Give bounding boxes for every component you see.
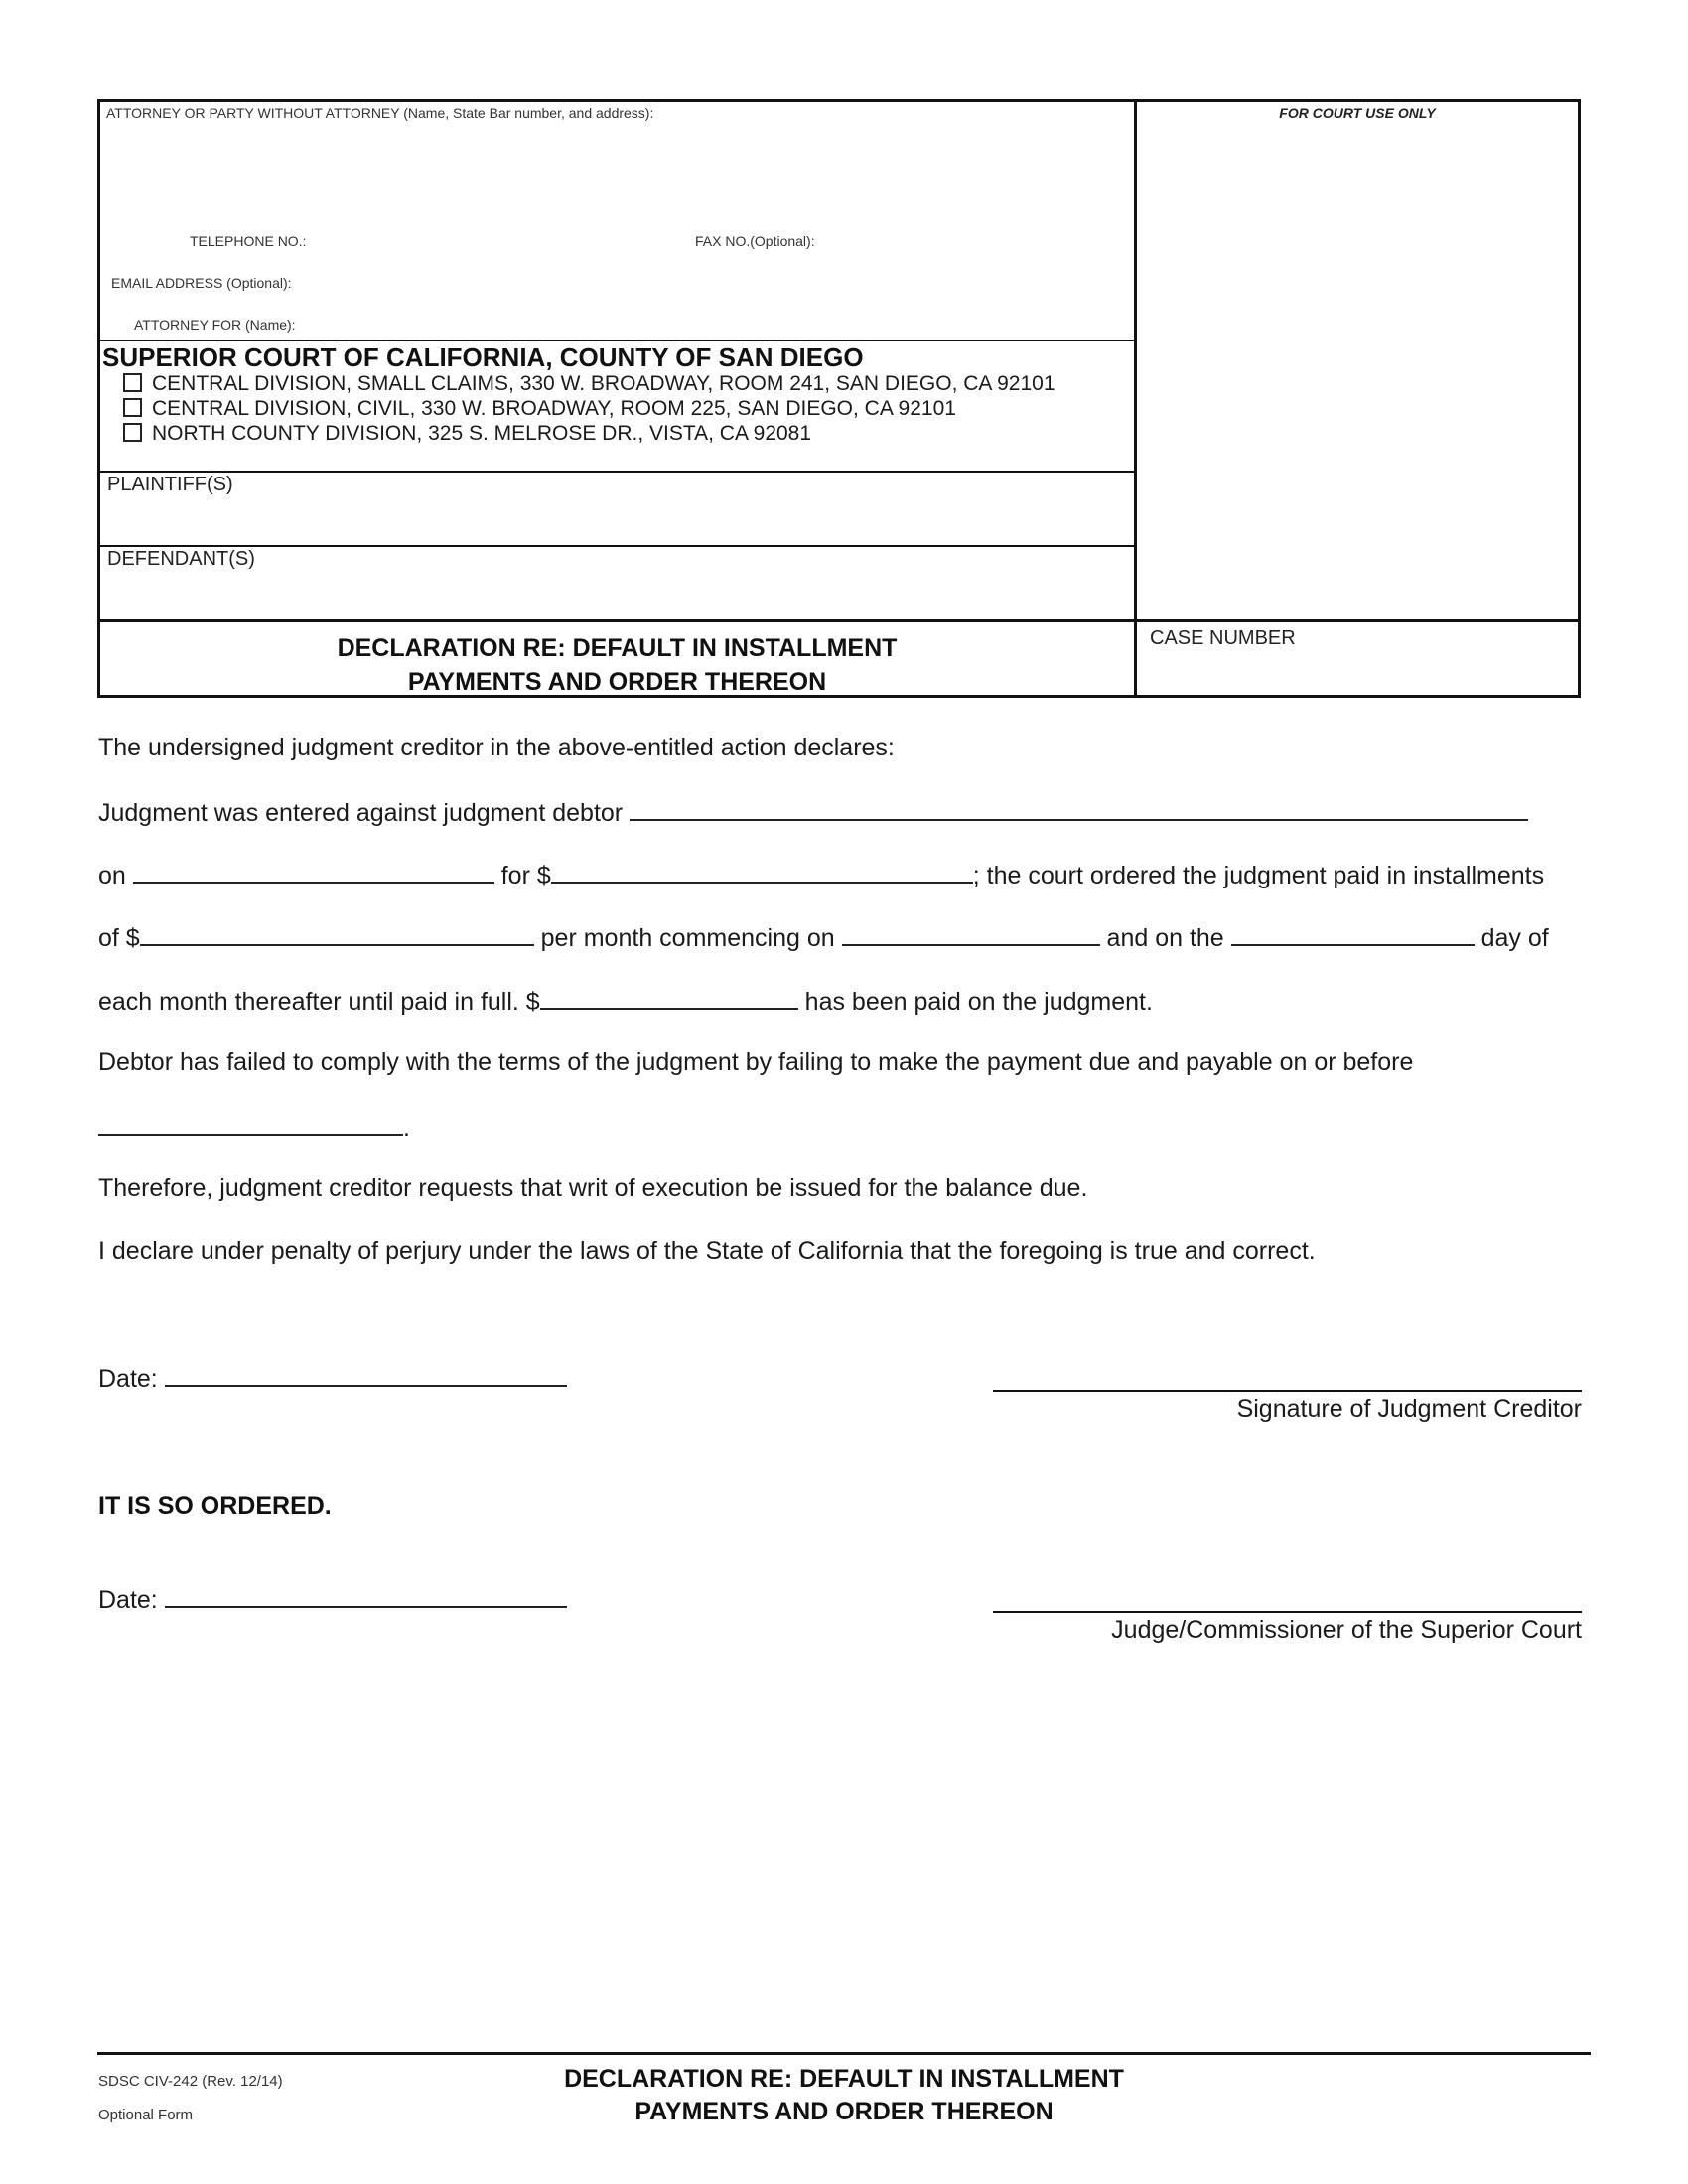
divider-court xyxy=(97,471,1136,473)
footer-title-line2: PAYMENTS AND ORDER THEREON xyxy=(634,2098,1054,2125)
caption-middle-divider xyxy=(1134,99,1137,698)
judgment-date-field[interactable] xyxy=(133,860,494,884)
default-date-field[interactable] xyxy=(98,1112,403,1136)
judgment-amount-field[interactable] xyxy=(551,860,973,884)
optional-form-label: Optional Form xyxy=(98,2107,194,2123)
judge-signature-line[interactable] xyxy=(993,1611,1582,1613)
judge-signature-label: Judge/Commissioner of the Superior Court xyxy=(1111,1616,1582,1644)
therefore-text: Therefore, judgment creditor requests that writ of execution be issued for the balance due. xyxy=(98,1174,1088,1202)
division-list xyxy=(123,371,1055,446)
telephone-label: TELEPHONE NO.: xyxy=(190,233,307,249)
date-label: Date: xyxy=(98,1365,158,1393)
footer-title-line1: DECLARATION RE: DEFAULT IN INSTALLMENT xyxy=(564,2065,1124,2093)
creditor-signature-label: Signature of Judgment Creditor xyxy=(1236,1395,1582,1423)
line-failed: Debtor has failed to comply with the terms of the judgment by failing to make the payment due and payable on or before xyxy=(98,1048,1414,1076)
amount-paid-field[interactable] xyxy=(540,986,798,1010)
line6-period: . xyxy=(403,1114,410,1142)
line-default-date xyxy=(98,1112,410,1143)
creditor-date-field[interactable] xyxy=(165,1363,567,1387)
attorney-for-label: ATTORNEY FOR (Name): xyxy=(134,317,296,333)
case-number-label: CASE NUMBER xyxy=(1150,627,1296,649)
form-title xyxy=(100,631,1134,699)
checkbox[interactable] xyxy=(123,423,142,442)
line2-on: on xyxy=(98,862,126,889)
footer-title xyxy=(397,2063,1291,2128)
form-title-line2: PAYMENTS AND ORDER THEREON xyxy=(407,668,827,696)
commencing-date-field[interactable] xyxy=(842,922,1100,946)
line4-suffix: has been paid on the judgment. xyxy=(804,988,1153,1016)
division-option[interactable] xyxy=(123,371,1055,396)
email-label: EMAIL ADDRESS (Optional): xyxy=(111,275,292,291)
divider-defendant xyxy=(97,619,1581,622)
installment-amount-field[interactable] xyxy=(140,922,534,946)
division-label: NORTH COUNTY DIVISION, 325 S. MELROSE DR., VISTA, CA 92081 xyxy=(152,422,812,445)
declare-text: I declare under penalty of perjury under the laws of the State of California that the foregoing is true and correct. xyxy=(98,1237,1316,1265)
court-use-label: FOR COURT USE ONLY xyxy=(1279,105,1436,121)
division-option[interactable] xyxy=(123,396,1055,421)
fax-label: FAX NO.(Optional): xyxy=(695,233,815,249)
line2-suffix: ; the court ordered the judgment paid in installments xyxy=(972,862,1545,889)
form-number: SDSC CIV-242 (Rev. 12/14) xyxy=(98,2073,283,2090)
line3-of: of $ xyxy=(98,924,140,952)
line-on-for xyxy=(98,860,1544,890)
so-ordered-text: IT IS SO ORDERED. xyxy=(98,1492,332,1520)
judgment-debtor-field[interactable] xyxy=(630,797,1528,821)
division-label: CENTRAL DIVISION, SMALL CLAIMS, 330 W. BROADWAY, ROOM 241, SAN DIEGO, CA 92101 xyxy=(152,372,1055,395)
line-installments xyxy=(98,922,1549,953)
payment-day-field[interactable] xyxy=(1231,922,1475,946)
line3-and-on-the: and on the xyxy=(1106,924,1224,952)
caption-top-border xyxy=(97,99,1581,102)
divider-attorney xyxy=(97,340,1136,341)
line-paid xyxy=(98,986,1153,1017)
footer-rule xyxy=(97,2052,1591,2055)
line1-prefix: Judgment was entered against judgment debtor xyxy=(98,799,624,827)
caption-right-border xyxy=(1578,99,1581,698)
caption-left-border xyxy=(97,99,100,698)
judge-date-row xyxy=(98,1584,567,1615)
checkbox[interactable] xyxy=(123,373,142,392)
judge-date-field[interactable] xyxy=(165,1584,567,1608)
creditor-date-row xyxy=(98,1363,567,1394)
line4-prefix: each month thereafter until paid in full. $ xyxy=(98,988,540,1016)
form-title-line1: DECLARATION RE: DEFAULT IN INSTALLMENT xyxy=(337,634,898,662)
line2-for: for $ xyxy=(500,862,551,889)
creditor-signature-line[interactable] xyxy=(993,1390,1582,1392)
line3-commencing: per month commencing on xyxy=(540,924,835,952)
checkbox[interactable] xyxy=(123,398,142,417)
intro-text: The undersigned judgment creditor in the above-entitled action declares: xyxy=(98,734,895,761)
court-title: SUPERIOR COURT OF CALIFORNIA, COUNTY OF SAN DIEGO xyxy=(102,342,864,372)
attorney-label: ATTORNEY OR PARTY WITHOUT ATTORNEY (Name, State Bar number, and address): xyxy=(106,105,654,121)
defendant-label: DEFENDANT(S) xyxy=(107,548,255,570)
line-judgment-debtor xyxy=(98,797,1582,828)
division-label: CENTRAL DIVISION, CIVIL, 330 W. BROADWAY, ROOM 225, SAN DIEGO, CA 92101 xyxy=(152,397,956,420)
division-option[interactable] xyxy=(123,421,1055,446)
line3-day-of: day of xyxy=(1480,924,1549,952)
plaintiff-label: PLAINTIFF(S) xyxy=(107,474,233,495)
date-label: Date: xyxy=(98,1586,158,1614)
divider-plaintiff xyxy=(97,545,1136,547)
